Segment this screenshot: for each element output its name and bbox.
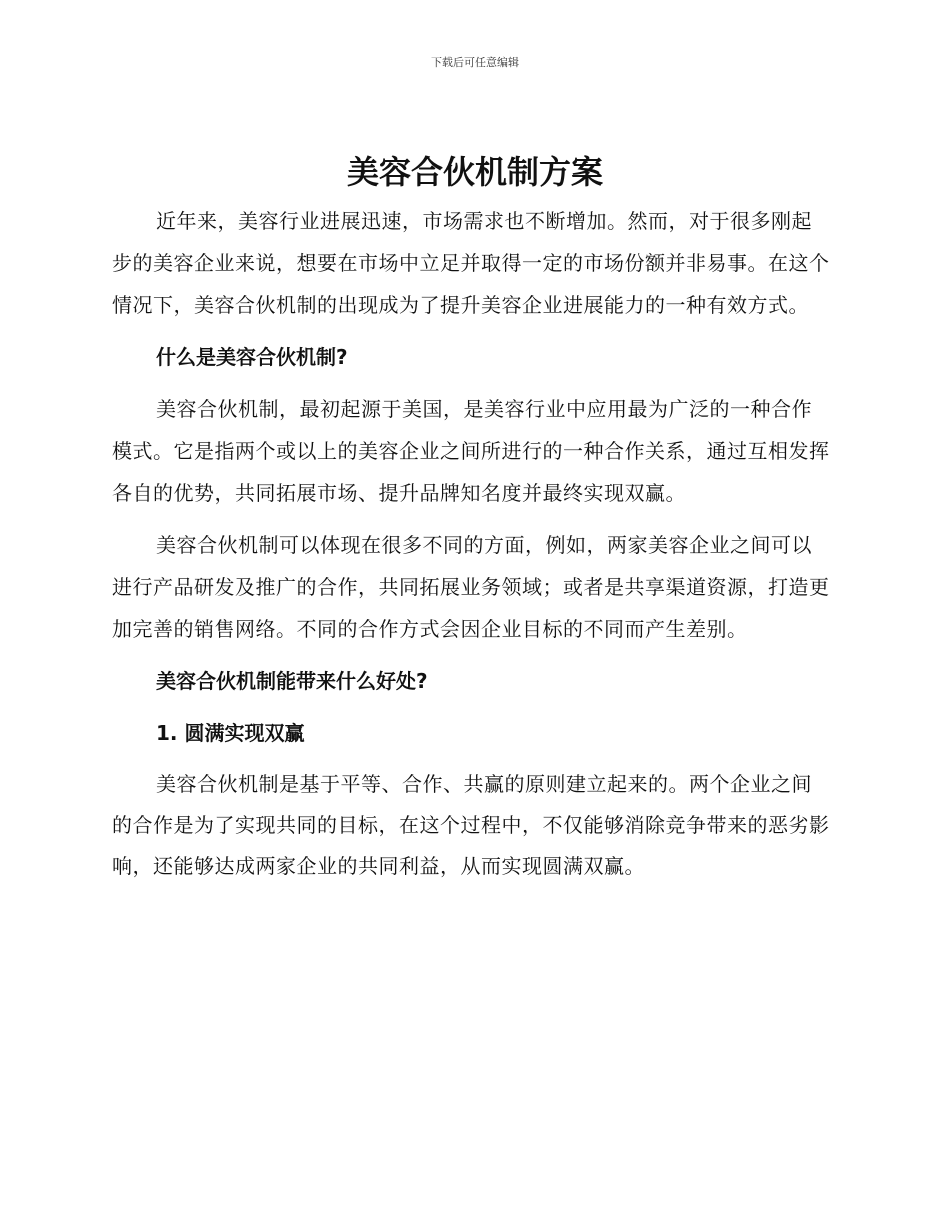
benefit-subheading: 1. 圆满实现双赢 [156, 721, 305, 745]
intro-paragraph: 近年来，美容行业进展迅速，市场需求也不断增加。然而，对于很多刚起步的美容企业来说，想要在市场中立足并取得一定的市场份额并非易事。在这个情况下，美容合伙机制的出现成为了提升美容企业进展能力的一种有效方式。 [112, 209, 830, 317]
document-body [112, 200, 832, 897]
section-heading-what-is: 什么是美容合伙机制? [156, 345, 348, 369]
definition-paragraph: 美容合伙机制，最初起源于美国，是美容行业中应用最为广泛的一种合作模式。它是指两个或以上的美容企业之间所进行的一种合作关系，通过互相发挥各自的优势，共同拓展市场、提升品牌知名度并最终实现双赢。 [112, 397, 830, 505]
forms-paragraph: 美容合伙机制可以体现在很多不同的方面，例如，两家美容企业之间可以进行产品研发及推广的合作，共同拓展业务领域；或者是共享渠道资源，打造更加完善的销售网络。不同的合作方式会因企业目标的不同而产生差别。 [112, 533, 830, 641]
section-heading-benefits: 美容合伙机制能带来什么好处? [156, 669, 428, 693]
benefit-paragraph: 美容合伙机制是基于平等、合作、共赢的原则建立起来的。两个企业之间的合作是为了实现共同的目标，在这个过程中，不仅能够消除竞争带来的恶劣影响，还能够达成两家企业的共同利益，从而实现圆满双赢。 [112, 772, 830, 878]
document-title: 美容合伙机制方案 [346, 153, 603, 191]
header-note: 下载后可任意编辑 [431, 56, 519, 69]
